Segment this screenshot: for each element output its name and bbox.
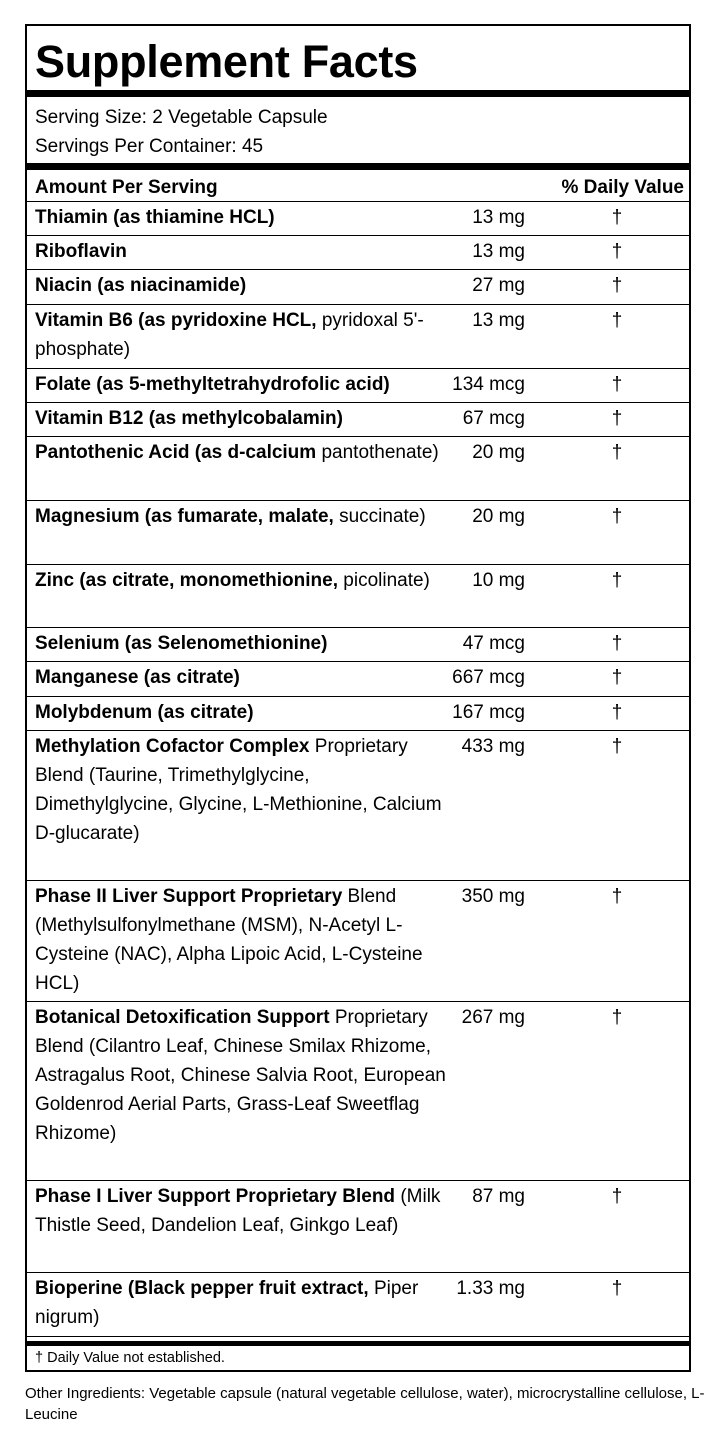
nutrient-title: Riboflavin bbox=[35, 241, 127, 262]
nutrient-name bbox=[35, 1003, 447, 1148]
nutrient-amount: 667 mcg bbox=[452, 667, 525, 688]
nutrient-amount: 13 mg bbox=[472, 241, 525, 262]
nutrient-detail: pantothenate) bbox=[321, 442, 439, 463]
nutrient-name bbox=[35, 1182, 447, 1240]
nutrient-title: Folate (as 5-methyltetrahydrofolic acid) bbox=[35, 374, 390, 395]
nutrient-amount: 20 mg bbox=[472, 506, 525, 527]
nutrient-title: Pantothenic Acid (as d-calcium bbox=[35, 442, 317, 463]
daily-value: † bbox=[611, 408, 623, 429]
nutrient-title: Molybdenum (as citrate) bbox=[35, 702, 254, 723]
nutrient-amount: 47 mcg bbox=[462, 633, 525, 654]
nutrient-title: Botanical Detoxification Support bbox=[35, 1007, 330, 1028]
daily-value: † bbox=[611, 736, 623, 757]
daily-value: † bbox=[611, 442, 623, 463]
serving-size: Serving Size: 2 Vegetable Capsule bbox=[35, 107, 328, 128]
nutrient-amount: 167 mcg bbox=[452, 702, 525, 723]
nutrient-name bbox=[35, 663, 447, 692]
nutrient-name bbox=[35, 629, 447, 658]
table-row bbox=[27, 403, 689, 437]
nutrient-title: Zinc (as citrate, monomethionine, bbox=[35, 570, 338, 591]
table-row bbox=[27, 662, 689, 697]
footnote: † Daily Value not established. bbox=[35, 1350, 225, 1366]
daily-value: † bbox=[611, 702, 623, 723]
table-row bbox=[27, 369, 689, 403]
nutrient-name bbox=[35, 882, 447, 998]
nutrient-title: Thiamin (as thiamine HCL) bbox=[35, 207, 275, 228]
daily-value: † bbox=[611, 241, 623, 262]
nutrient-amount: 267 mg bbox=[461, 1007, 525, 1028]
panel-title: Supplement Facts bbox=[35, 36, 418, 87]
thick-divider bbox=[27, 90, 689, 97]
nutrient-amount: 13 mg bbox=[472, 207, 525, 228]
nutrient-amount: 20 mg bbox=[472, 442, 525, 463]
daily-value: † bbox=[611, 1186, 623, 1207]
nutrient-amount: 67 mcg bbox=[462, 408, 525, 429]
table-row bbox=[27, 1181, 689, 1273]
nutrient-detail: pyridoxal 5'-phosphate) bbox=[35, 310, 424, 360]
nutrient-detail: succinate) bbox=[339, 506, 426, 527]
nutrient-title: Vitamin B12 (as methylcobalamin) bbox=[35, 408, 343, 429]
nutrient-amount: 433 mg bbox=[461, 736, 525, 757]
daily-value: † bbox=[611, 1007, 623, 1028]
nutrient-amount: 1.33 mg bbox=[456, 1278, 525, 1299]
nutrient-name bbox=[35, 404, 447, 433]
nutrient-amount: 350 mg bbox=[461, 886, 525, 907]
nutrient-name bbox=[35, 271, 447, 300]
nutrient-title: Selenium (as Selenomethionine) bbox=[35, 633, 328, 654]
table-row bbox=[27, 1002, 689, 1181]
nutrient-amount: 27 mg bbox=[472, 275, 525, 296]
nutrient-name bbox=[35, 566, 447, 595]
table-row bbox=[27, 305, 689, 369]
nutrient-name bbox=[35, 203, 447, 232]
thick-divider bbox=[27, 1341, 689, 1346]
daily-value: † bbox=[611, 310, 623, 331]
supplement-facts-panel bbox=[25, 24, 691, 1372]
table-row bbox=[27, 270, 689, 305]
daily-value: † bbox=[611, 886, 623, 907]
nutrient-title: Manganese (as citrate) bbox=[35, 667, 240, 688]
daily-value: † bbox=[611, 506, 623, 527]
other-ingredients: Other Ingredients: Vegetable capsule (natural vegetable cellulose, water), microcrystalline cellulose, L-Leucine bbox=[25, 1385, 705, 1423]
nutrient-detail: Proprietary Blend (Cilantro Leaf, Chinese Smilax Rhizome, Astragalus Root, Chinese Salvia Root, European Goldenrod Aerial Parts, Grass-Leaf Sweetflag Rhizome) bbox=[35, 1007, 446, 1144]
nutrient-name bbox=[35, 438, 447, 467]
table-header bbox=[27, 170, 689, 202]
daily-value: † bbox=[611, 570, 623, 591]
table-row bbox=[27, 731, 689, 881]
nutrient-title: Bioperine (Black pepper fruit extract, bbox=[35, 1278, 369, 1299]
nutrient-detail: Piper nigrum) bbox=[35, 1278, 419, 1328]
table-row bbox=[27, 202, 689, 236]
nutrient-amount: 134 mcg bbox=[452, 374, 525, 395]
daily-value: † bbox=[611, 633, 623, 654]
nutrient-title: Niacin (as niacinamide) bbox=[35, 275, 247, 296]
nutrient-detail: picolinate) bbox=[343, 570, 430, 591]
nutrient-name bbox=[35, 306, 447, 364]
table-row bbox=[27, 1273, 689, 1337]
nutrient-detail: (Milk Thistle Seed, Dandelion Leaf, Ginkgo Leaf) bbox=[35, 1186, 441, 1236]
nutrient-title: Phase II Liver Support Proprietary bbox=[35, 886, 343, 907]
table-row bbox=[27, 628, 689, 662]
table-row bbox=[27, 501, 689, 565]
serving-info bbox=[27, 97, 689, 163]
table-row bbox=[27, 697, 689, 731]
nutrient-title: Vitamin B6 (as pyridoxine HCL, bbox=[35, 310, 317, 331]
nutrient-title: Magnesium (as fumarate, malate, bbox=[35, 506, 334, 527]
table-row bbox=[27, 881, 689, 1002]
nutrient-name bbox=[35, 732, 447, 848]
daily-value: † bbox=[611, 207, 623, 228]
nutrient-detail: Proprietary Blend (Taurine, Trimethylglycine, Dimethylglycine, Glycine, L-Methionine, Calcium D-glucarate) bbox=[35, 736, 442, 844]
nutrient-name bbox=[35, 698, 447, 727]
daily-value: † bbox=[611, 275, 623, 296]
nutrient-table bbox=[27, 202, 689, 1337]
daily-value: † bbox=[611, 374, 623, 395]
thick-divider bbox=[27, 163, 689, 170]
daily-value: † bbox=[611, 667, 623, 688]
nutrient-name bbox=[35, 237, 447, 266]
nutrient-name bbox=[35, 502, 447, 531]
servings-per-container: Servings Per Container: 45 bbox=[35, 136, 264, 157]
nutrient-name bbox=[35, 370, 447, 399]
nutrient-amount: 87 mg bbox=[472, 1186, 525, 1207]
table-row bbox=[27, 236, 689, 270]
nutrient-title: Phase I Liver Support Proprietary Blend bbox=[35, 1186, 396, 1207]
nutrient-name bbox=[35, 1274, 447, 1332]
nutrient-title: Methylation Cofactor Complex bbox=[35, 736, 310, 757]
nutrient-amount: 10 mg bbox=[472, 570, 525, 591]
amount-per-serving-header: Amount Per Serving bbox=[35, 176, 218, 198]
nutrient-detail: Blend (Methylsulfonylmethane (MSM), N-Acetyl L-Cysteine (NAC), Alpha Lipoic Acid, L-Cysteine HCL) bbox=[35, 886, 423, 994]
nutrient-amount: 13 mg bbox=[472, 310, 525, 331]
daily-value-header: % Daily Value bbox=[561, 176, 684, 198]
table-row bbox=[27, 437, 689, 501]
daily-value: † bbox=[611, 1278, 623, 1299]
table-row bbox=[27, 565, 689, 628]
